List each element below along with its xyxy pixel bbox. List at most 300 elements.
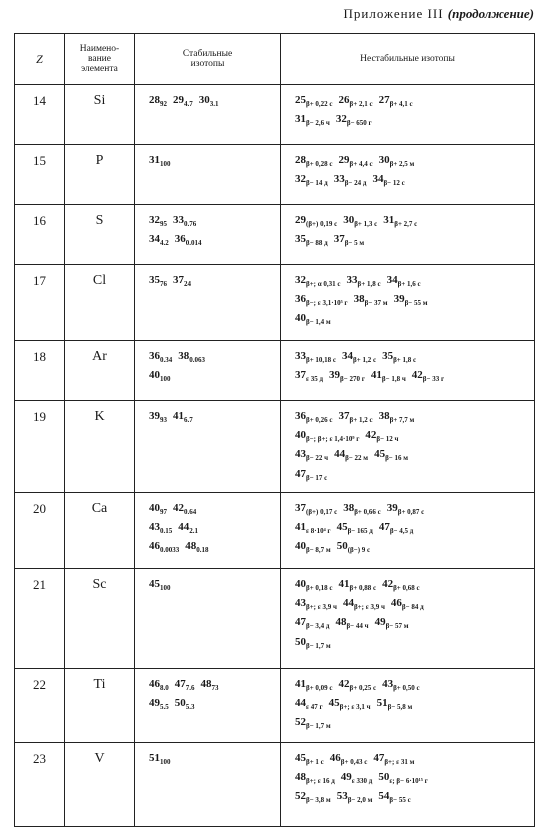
unstable-isotope (295, 292, 348, 311)
decay-info: (β+) 0,17 с (306, 508, 338, 517)
decay-info: β+ 0,66 с (354, 508, 381, 517)
decay-info: β+ 0,28 с (306, 160, 333, 169)
mass-number: 43 (149, 521, 160, 534)
unstable-isotope (382, 677, 420, 696)
decay-info: β+ 1,6 с (397, 280, 421, 289)
unstable-isotope (379, 153, 415, 172)
table-body (15, 85, 535, 827)
decay-info: ε; β− 6·10¹⁵ г (389, 777, 428, 786)
abundance: 3.1 (209, 100, 219, 109)
unstable-isotope (295, 615, 329, 634)
mass-number: 37 (333, 233, 345, 246)
unstable-isotope (295, 539, 331, 558)
stable-isotope (149, 368, 171, 387)
stable-isotope (149, 93, 167, 112)
stable-isotope (175, 696, 195, 715)
unstable-isotope (382, 577, 420, 596)
abundance: 24 (184, 280, 191, 289)
mass-number: 39 (149, 410, 160, 422)
atomic-number: 21 (15, 569, 65, 669)
decay-info: β− 33 г (422, 375, 445, 384)
atomic-number: 15 (15, 145, 65, 205)
unstable-isotope (330, 751, 368, 770)
atomic-number: 14 (15, 85, 65, 145)
element-symbol: Ti (65, 669, 135, 743)
decay-info: β+; ε 3,9 ч (353, 603, 385, 612)
abundance: 93 (160, 416, 167, 425)
abundance: 97 (160, 508, 167, 517)
mass-number: 45 (374, 448, 386, 461)
mass-number: 41 (295, 521, 306, 534)
unstable-isotope (342, 349, 376, 368)
unstable-isotope (354, 292, 388, 311)
decay-info: β− 12 с (383, 179, 405, 188)
mass-number: 37 (173, 274, 184, 286)
decay-info: β+; ε 16 д (306, 777, 335, 786)
decay-info: β− 88 д (306, 239, 328, 248)
mass-number: 36 (295, 293, 306, 306)
isotope-line (295, 273, 530, 292)
unstable-isotope (295, 447, 328, 466)
mass-number: 34 (149, 233, 160, 246)
mass-number: 29 (338, 154, 350, 166)
mass-number: 38 (378, 410, 390, 422)
isotope-line (149, 368, 276, 387)
decay-info: β− 3,8 м (306, 796, 331, 805)
isotope-line (149, 409, 276, 428)
table-row (15, 205, 535, 265)
mass-number: 42 (338, 678, 350, 690)
unstable-isotope (295, 770, 335, 789)
element-symbol: S (65, 205, 135, 265)
abundance: 95 (160, 220, 167, 229)
isotope-line (149, 520, 276, 539)
stable-isotope (149, 273, 167, 292)
stable-isotope (175, 232, 202, 251)
unstable-isotopes (281, 145, 535, 205)
decay-info: β+ 1,8 с (393, 356, 417, 365)
mass-number: 37 (295, 369, 306, 382)
mass-number: 32 (295, 274, 306, 286)
decay-info: β− 17 с (306, 473, 328, 482)
abundance: 0.014 (185, 239, 202, 248)
isotope-line (149, 577, 276, 596)
decay-info: (β+) 0,19 с (306, 220, 338, 229)
appendix-title: Приложение III (343, 6, 444, 21)
stable-isotope (149, 539, 179, 558)
isotope-line (295, 501, 530, 520)
table-header (15, 34, 535, 85)
isotope-line (295, 467, 530, 486)
element-symbol: Cl (65, 265, 135, 341)
atomic-number: 22 (15, 669, 65, 743)
stable-isotope (201, 677, 219, 696)
decay-info: β+ 0,88 с (349, 584, 377, 593)
decay-info: β− 55 с (389, 796, 411, 805)
decay-info: β−; β+; ε 1,4·10⁹ г (306, 435, 360, 444)
isotope-line (295, 696, 530, 715)
element-symbol: P (65, 145, 135, 205)
abundance: 0.15 (160, 527, 173, 536)
isotope-line (149, 153, 276, 172)
abundance: 100 (160, 758, 171, 767)
unstable-isotope (295, 696, 323, 715)
mass-number: 44 (295, 697, 306, 710)
mass-number: 45 (336, 521, 348, 534)
stable-isotopes (135, 401, 281, 493)
unstable-isotope (365, 428, 398, 447)
decay-info: β− 1,4 м (306, 318, 331, 327)
stable-isotope (149, 153, 171, 172)
unstable-isotope (378, 789, 410, 808)
decay-info: β+ 0,50 с (393, 684, 420, 693)
decay-info: β−; ε 3,1·10⁵ г (306, 299, 348, 308)
abundance: 5.3 (185, 703, 195, 712)
abundance: 100 (160, 160, 171, 169)
decay-info: β+; ε 3,1 ч (339, 703, 371, 712)
stable-isotope (175, 677, 195, 696)
col-name-line: Наимено- (79, 44, 120, 54)
mass-number: 51 (149, 752, 160, 764)
isotope-line (295, 428, 530, 447)
unstable-isotope (329, 696, 371, 715)
stable-isotopes (135, 265, 281, 341)
atomic-number: 17 (15, 265, 65, 341)
isotope-line (295, 409, 530, 428)
table-row (15, 569, 535, 669)
mass-number: 41 (338, 578, 350, 590)
mass-number: 49 (340, 771, 352, 784)
stable-isotope (173, 409, 193, 428)
unstable-isotope (391, 596, 424, 615)
unstable-isotope (339, 677, 377, 696)
decay-info: ε 35 д (306, 375, 324, 384)
atomic-number: 23 (15, 743, 65, 827)
unstable-isotope (379, 409, 415, 428)
unstable-isotope (334, 232, 364, 251)
unstable-isotope (337, 539, 370, 558)
unstable-isotope (378, 770, 427, 789)
mass-number: 26 (338, 94, 350, 106)
mass-number: 46 (390, 597, 402, 610)
mass-number: 36 (295, 410, 306, 422)
decay-info: β+; α 0,31 с (306, 280, 341, 289)
unstable-isotopes (281, 493, 535, 569)
mass-number: 33 (173, 214, 184, 226)
unstable-isotope (382, 349, 416, 368)
unstable-isotope (295, 409, 333, 428)
unstable-isotopes (281, 265, 535, 341)
mass-number: 44 (334, 448, 346, 461)
mass-number: 43 (382, 678, 394, 690)
mass-number: 44 (342, 597, 354, 610)
mass-number: 32 (295, 173, 306, 186)
unstable-isotope (295, 715, 331, 734)
unstable-isotope (343, 596, 385, 615)
unstable-isotope (295, 501, 337, 520)
mass-number: 47 (295, 616, 306, 629)
abundance: 76 (160, 280, 167, 289)
decay-info: β+ 2,5 м (389, 160, 415, 169)
decay-info: β+ 1,2 с (353, 356, 377, 365)
abundance: 4.7 (184, 100, 193, 109)
unstable-isotope (339, 153, 373, 172)
decay-info: β− 22 ч (306, 454, 329, 463)
element-symbol: Si (65, 85, 135, 145)
stable-isotopes (135, 145, 281, 205)
decay-info: β− 8,7 м (306, 546, 331, 555)
stable-isotope (173, 273, 191, 292)
mass-number: 29 (295, 214, 306, 226)
stable-isotope (149, 349, 172, 368)
unstable-isotopes (281, 341, 535, 401)
decay-info: β+ 0,18 с (306, 584, 333, 593)
isotope-line (295, 577, 530, 596)
decay-info: β+ 1,2 с (349, 416, 373, 425)
mass-number: 40 (295, 429, 306, 442)
isotope-line (149, 213, 276, 232)
decay-info: β+ 0,09 с (306, 684, 333, 693)
stable-isotope (178, 520, 198, 539)
isotope-line (295, 520, 530, 539)
mass-number: 43 (295, 448, 306, 461)
unstable-isotope (334, 172, 367, 191)
mass-number: 29 (173, 94, 184, 106)
mass-number: 50 (174, 697, 186, 710)
isotope-line (295, 677, 530, 696)
decay-info: β− 44 ч (346, 622, 369, 631)
mass-number: 51 (376, 697, 388, 710)
mass-number: 43 (295, 597, 306, 610)
unstable-isotope (295, 789, 331, 808)
mass-number: 41 (173, 410, 184, 422)
mass-number: 47 (373, 752, 385, 764)
unstable-isotope (339, 93, 373, 112)
decay-info: β− 270 г (340, 375, 365, 384)
unstable-isotopes (281, 669, 535, 743)
decay-info: β− 1,8 ч (381, 375, 406, 384)
unstable-isotope (295, 172, 328, 191)
unstable-isotope (374, 447, 408, 466)
stable-isotope (149, 213, 167, 232)
isotope-line (149, 539, 276, 558)
col-name (65, 34, 135, 85)
decay-info: β− 2,0 м (347, 796, 373, 805)
unstable-isotope (372, 172, 404, 191)
unstable-isotope (295, 232, 328, 251)
mass-number: 36 (149, 350, 160, 362)
decay-info: β+ 1,3 с (354, 220, 378, 229)
isotope-line (295, 447, 530, 466)
atomic-number: 18 (15, 341, 65, 401)
unstable-isotope (334, 447, 368, 466)
decay-info: β+ 10,18 с (306, 356, 337, 365)
element-symbol: V (65, 743, 135, 827)
decay-info: β− 1,7 м (306, 722, 331, 731)
atomic-number: 19 (15, 401, 65, 493)
mass-number: 27 (378, 94, 390, 106)
isotope-line (295, 539, 530, 558)
mass-number: 44 (178, 521, 190, 534)
mass-number: 52 (295, 790, 306, 803)
unstable-isotope (295, 751, 324, 770)
mass-number: 34 (372, 173, 384, 186)
unstable-isotope (295, 273, 341, 292)
isotope-line (149, 696, 276, 715)
mass-number: 31 (149, 154, 160, 166)
mass-number: 33 (346, 274, 358, 286)
unstable-isotope (329, 368, 365, 387)
unstable-isotopes (281, 401, 535, 493)
decay-info: β+ 0,43 с (340, 758, 368, 767)
decay-info: β+ 0,68 с (393, 584, 420, 593)
mass-number: 38 (343, 502, 355, 514)
unstable-isotope (295, 577, 333, 596)
abundance: 0.063 (189, 356, 205, 365)
stable-isotopes (135, 669, 281, 743)
mass-number: 42 (365, 429, 377, 442)
decay-info: β− 57 м (385, 622, 409, 631)
isotope-line (149, 751, 276, 770)
decay-info: ε 47 г (306, 703, 323, 712)
mass-number: 48 (200, 678, 212, 690)
mass-number: 46 (329, 752, 341, 764)
stable-isotope (149, 751, 171, 770)
table-row (15, 669, 535, 743)
unstable-isotope (295, 112, 330, 131)
unstable-isotope (377, 696, 413, 715)
stable-isotopes (135, 85, 281, 145)
table-row (15, 493, 535, 569)
mass-number: 54 (378, 790, 390, 803)
decay-info: β− 5 м (344, 239, 365, 248)
mass-number: 50 (336, 540, 348, 553)
decay-info: β− 84 д (401, 603, 424, 612)
decay-info: β− 5,8 м (387, 703, 413, 712)
element-symbol: Ca (65, 493, 135, 569)
decay-info: β+ 7,7 м (389, 416, 415, 425)
stable-isotopes (135, 493, 281, 569)
stable-isotope (178, 349, 205, 368)
mass-number: 42 (382, 578, 394, 590)
col-name-line: элемента (81, 64, 118, 74)
mass-number: 47 (174, 678, 186, 690)
unstable-isotope (394, 292, 428, 311)
unstable-isotope (341, 770, 373, 789)
decay-info: β− 55 м (404, 299, 428, 308)
stable-isotopes (135, 341, 281, 401)
table-row (15, 743, 535, 827)
unstable-isotope (373, 751, 414, 770)
mass-number: 34 (342, 350, 354, 362)
continuation-label: (продолжение) (447, 6, 534, 21)
table-row (15, 341, 535, 401)
unstable-isotope (387, 501, 425, 520)
abundance: 0.18 (196, 546, 209, 555)
mass-number: 42 (411, 369, 423, 382)
mass-number: 28 (295, 154, 306, 166)
decay-info: β− 1,7 м (306, 641, 331, 650)
mass-number: 45 (295, 752, 306, 764)
unstable-isotope (337, 520, 373, 539)
mass-number: 28 (149, 94, 160, 106)
isotope-line (295, 172, 530, 191)
stable-isotope (149, 501, 167, 520)
mass-number: 48 (335, 616, 347, 629)
isotope-line (295, 292, 530, 311)
mass-number: 40 (149, 502, 160, 514)
unstable-isotope (295, 368, 323, 387)
stable-isotope (149, 520, 172, 539)
mass-number: 53 (336, 790, 348, 803)
unstable-isotope (337, 789, 373, 808)
mass-number: 52 (295, 716, 306, 729)
table-row (15, 145, 535, 205)
abundance: 0.0033 (160, 546, 180, 555)
decay-info: β+; ε 31 м (384, 758, 415, 767)
isotope-line (149, 93, 276, 112)
unstable-isotopes (281, 569, 535, 669)
isotope-line (295, 349, 530, 368)
decay-info: β− 22 м (345, 454, 369, 463)
table-row (15, 265, 535, 341)
element-symbol: Ar (65, 341, 135, 401)
mass-number: 40 (295, 578, 306, 590)
unstable-isotope (371, 368, 406, 387)
mass-number: 30 (198, 94, 210, 106)
mass-number: 49 (149, 697, 160, 710)
decay-info: β− 24 д (344, 179, 367, 188)
decay-info: (β−) 9 с (347, 546, 371, 555)
abundance: 0.64 (184, 508, 197, 517)
isotope-line (295, 596, 530, 615)
col-z: Z (15, 34, 65, 85)
stable-isotopes (135, 569, 281, 669)
element-symbol: K (65, 401, 135, 493)
mass-number: 31 (295, 113, 306, 126)
unstable-isotope (295, 428, 359, 447)
page-header (344, 6, 534, 22)
mass-number: 35 (382, 350, 394, 362)
unstable-isotope (295, 467, 327, 486)
isotope-line (295, 368, 530, 387)
isotope-line (295, 153, 530, 172)
abundance: 2.1 (189, 527, 198, 536)
decay-info: β− 12 ч (376, 435, 399, 444)
abundance: 0.34 (160, 356, 173, 365)
isotope-line (295, 112, 530, 131)
abundance: 6.7 (184, 416, 193, 425)
mass-number: 48 (295, 771, 306, 784)
isotope-line (149, 349, 276, 368)
mass-number: 39 (329, 369, 341, 382)
abundance: 0.76 (184, 220, 197, 229)
col-stable-line: изотопы (190, 59, 225, 69)
mass-number: 35 (295, 233, 306, 246)
unstable-isotopes (281, 743, 535, 827)
unstable-isotopes (281, 85, 535, 145)
unstable-isotope (335, 615, 368, 634)
mass-number: 32 (149, 214, 160, 226)
mass-number: 42 (173, 502, 184, 514)
isotope-line (295, 232, 530, 251)
unstable-isotope (375, 615, 409, 634)
stable-isotopes (135, 743, 281, 827)
decay-info: β+ 0,25 с (349, 684, 377, 693)
mass-number: 39 (386, 502, 398, 514)
col-stable (135, 34, 281, 85)
abundance: 92 (160, 100, 167, 109)
